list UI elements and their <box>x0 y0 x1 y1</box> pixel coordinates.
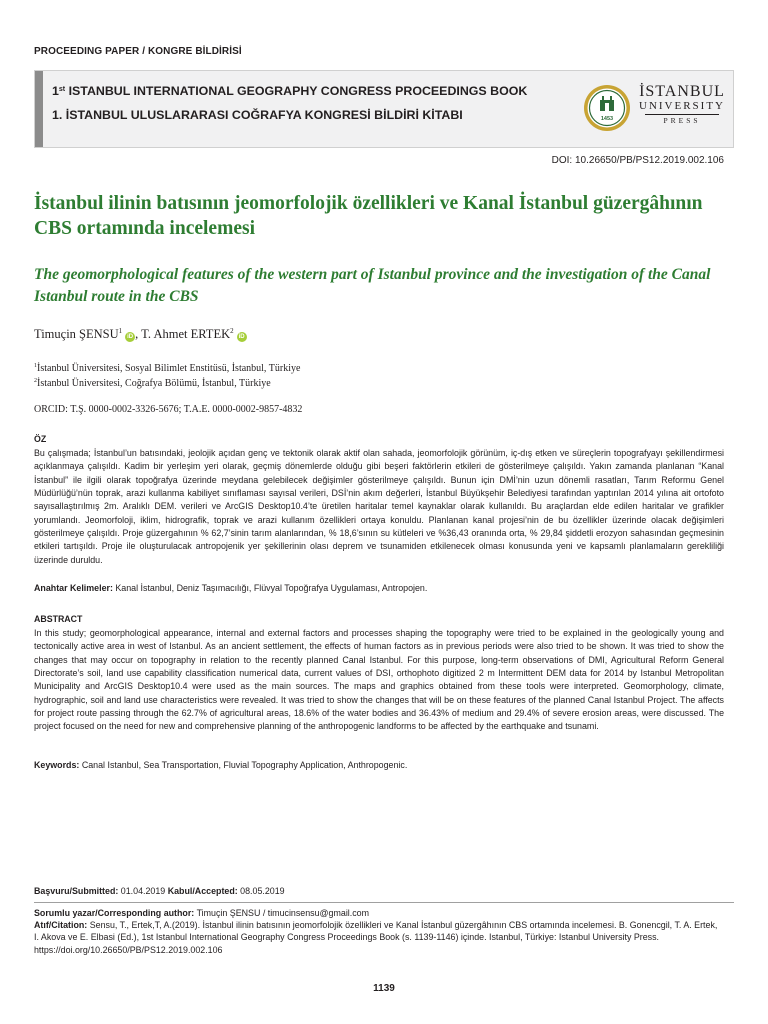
submission-dates: Başvuru/Submitted: 01.04.2019 Kabul/Accepted: 08.05.2019 <box>34 886 285 896</box>
banner-title-tr: 1. İSTANBUL ULUSLARARASI COĞRAFYA KONGRESİ BİLDİRİ KİTABI <box>52 108 463 122</box>
orcid-icon[interactable]: iD <box>127 334 134 340</box>
university-press-logo <box>583 79 727 139</box>
orcid-ids: ORCID: T.Ş. 0000-0002-3326-5676; T.A.E. 0000-0002-9857-4832 <box>34 404 303 415</box>
oz-heading: ÖZ <box>34 434 47 444</box>
article-title-tr: İstanbul ilinin batısının jeomorfolojik özellikleri ve Kanal İstanbul güzergâhının CBS ortamında incelemesi <box>34 193 703 239</box>
keywords-tr: Anahtar Kelimeler: Kanal İstanbul, Deniz Taşımacılığı, Flüvyal Topoğrafya Uygulaması, Antropojen. <box>34 583 428 593</box>
citation: Atıf/Citation: Sensu, T., Ertek,T, A.(2019). İstanbul ilinin batısının jeomorfolojik özellikleri ve Kanal İstanbul güzergâhının CBS ortamında incelemesi. B. Gonencgil, T. A. Ertek, I. Akova ve E. Elbasi (Ed.), 1st Istanbul International Geography Congress Proceedings Book (s. 1139-1146) içinde. Istanbul, Türkiye: Istanbul University Press. https://doi.org/10.26650/PB/PS12.2019.002.106 <box>34 920 718 955</box>
corresponding-author: Sorumlu yazar/Corresponding author: Timuçin ŞENSU / timucinsensu@gmail.com <box>34 908 369 918</box>
abstract-heading: ABSTRACT <box>34 614 83 624</box>
doi-link[interactable]: DOI: 10.26650/PB/PS12.2019.002.106 <box>551 155 724 166</box>
affiliation: $^2$İstanbul Üniversitesi, Coğrafya Bölümü, İstanbul, Türkiye <box>34 378 271 389</box>
svg-text:1453: 1453 <box>600 116 614 122</box>
author-name: T. Ahmet ERTEK <box>141 327 231 341</box>
abstract-body: In this study; geomorphological appearance, internal and external factors and processes shaping the topography were tried to be explained in the geologically young and tectonically active area in west of Istanbul. As an ancient settlement, the effects of human factors as in previous periods were also tried to be shown. It was tried to show the changes that may occur on topography in relation to the recently planned Canal Istanbul. For this purpose, long-term observations of DMI, Agricultural Reform General Directorate’s soil, land use capability classification numerical data, current values of DSI, orthophoto digitized 2 m Intermittent DEM data for 2014 by Istanbul Metropolitan Municipality and ArcGIS Desktop10.4 were used as the main sources. The maps and graphics obtained from these tools were interpreted. Geomorphology, climate, hydrographic, soil and land use characteristics were revealed. It was tried to show the changes that will be on these features of the planned Canal Istanbul Project. The affects for project route passing through the 62.7% of agricultural areas, 18.6% of the water bodies and 36.43% of medium and 29.4% of severe erosion areas, were discussed. The project focused on the need for new and comprehensive planning of the anthropogenic landforms to be affected by the earthquake and tsunami. <box>34 628 724 732</box>
affiliation: $^1$İstanbul Üniversitesi, Sosyal Bilimlet Enstitüsü, İstanbul, Türkiye <box>34 363 301 374</box>
paper-type-kicker: PROCEEDING PAPER / KONGRE BİLDİRİSİ <box>34 46 242 57</box>
page-number: 1139 <box>373 983 395 994</box>
orcid-icon[interactable]: iD <box>238 334 245 340</box>
oz-body: Bu çalışmada; İstanbul’un batısındaki, jeolojik açıdan genç ve tektonik olarak aktif olan sahada, jeomorfolojik görünüm, iç-dış etken ve süreçlerin topografyayı şekillendirmesi açıklanmaya çalışıldı. Kadim bir yerleşim yeri olarak, geçmiş dönemlerde olduğu gibi beşeri faktörlerin etkileri de gösterilmeye çalışıldı. Yakın zamanda planlanan “Kanal İstanbul” ile ilgili olarak topoğrafya üzerinde meydana gelebilecek değişimler gösterilmeye çalışıldı. Bunun için DMİ’nin uzun dönemli rasatları, Tarım Reformu Genel Müdürlüğü’nün toprak, arazi kullanma kabiliyet sınıflaması sayısal verileri, DSİ’nin akım değerleri, İstanbul Büyükşehir Belediyesi tarafından yaptırılan 2014 yılına ait ortofoto sayısallaştırılmış 2m. Aralıklı DEM. verileri ve ArcGIS Desktop10.4’te üretilen haritalar temel kaynaklar olarak kullanıldı. Bu araçlardan elde edilen haritalar ve grafikler yorumlandı. Jeomorfoloji, iklim, hidrografik, toprak ve arazi kullanım özellikleri ortaya konuldu. Planlanan kanal projesi’nin de bu özellikler üzerinde olacak değişimleri gösterilmeye çalışıldı. Proje güzergahının % 62,7’sinin tarım alanlarından, % 18,6’sının su kütleleri ve %36,43 oranında orta, % 29,84 şiddetli erozyon sahasından geçmesinin etkileri tartışıldı. Proje ile oluşturulacak antropojenik yer şekillerinin olası deprem ve tsunamiden etkilenecek olması konusunda yeni ve kapsamlı planlamaların gerekliliği üzerinde duruldu. <box>34 448 724 565</box>
university-seal-icon <box>583 84 631 132</box>
footer-divider <box>34 902 734 903</box>
keywords-en: Keywords: Canal Istanbul, Sea Transportation, Fluvial Topography Application, Anthropogenic. <box>34 760 408 770</box>
article-title-en: The geomorphological features of the western part of Istanbul province and the investigation of the Canal Istanbul route in the CBS <box>34 266 711 305</box>
university-press-wordmark: İSTANBUL UNIVERSITY PRESS <box>639 83 725 125</box>
author-list: Timuçin ŞENSU$^1$iD , T. Ahmet ERTEK$^2$iD <box>34 327 245 341</box>
banner-title-en: 1st ISTANBUL INTERNATIONAL GEOGRAPHY CONGRESS PROCEEDINGS BOOK <box>52 84 528 98</box>
banner-accent-bar <box>35 71 43 147</box>
author-name: Timuçin ŞENSU <box>34 327 119 341</box>
proceedings-banner <box>34 70 734 148</box>
